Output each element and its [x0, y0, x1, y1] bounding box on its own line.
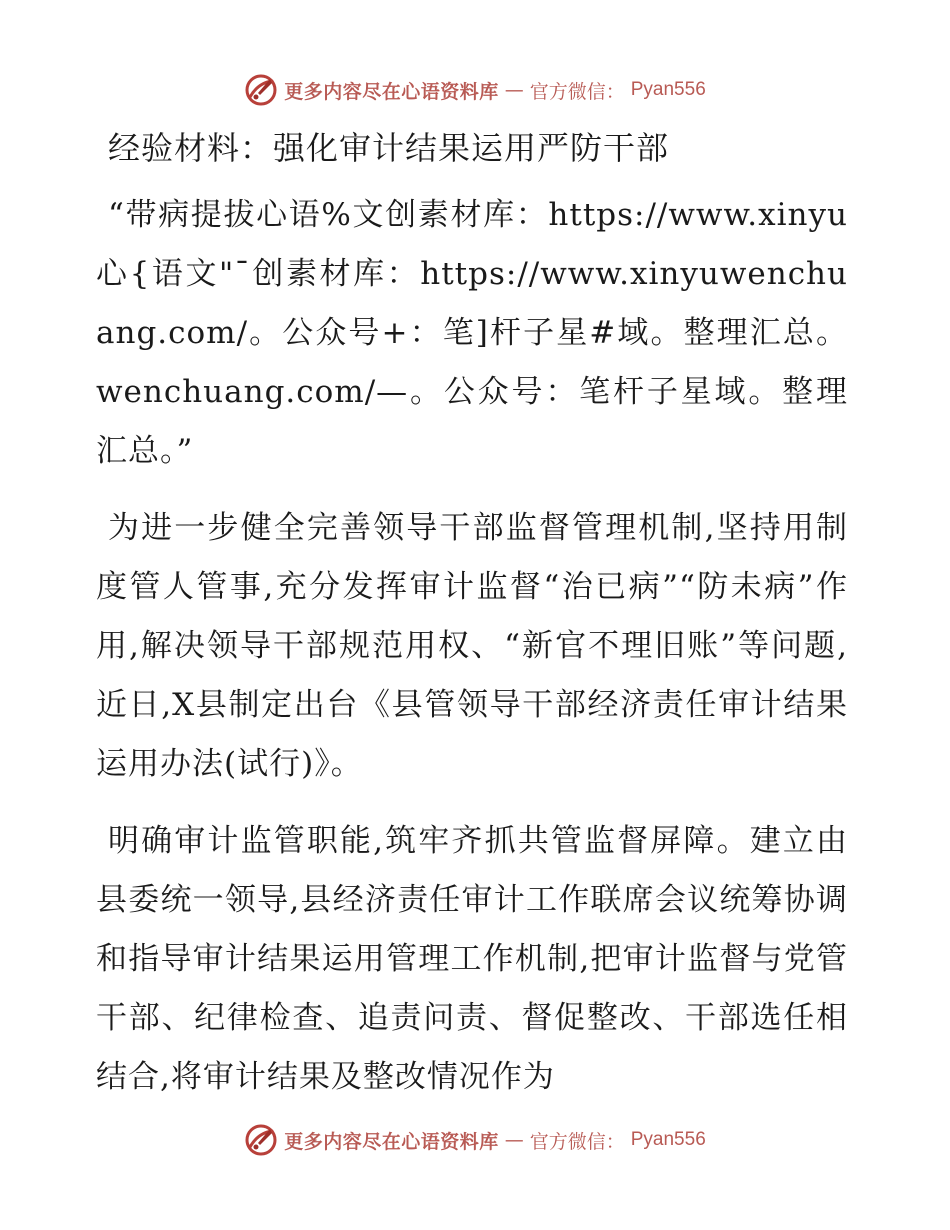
banner-inner — [244, 1123, 706, 1157]
header-watermark-banner — [0, 70, 950, 110]
banner-contact-id: Pyan556 — [630, 79, 706, 100]
paragraph-3: 明确审计监管职能,筑牢齐抓共管监督屏障。建立由县委统一领导,县经济责任审计工作联席会议统筹协调和指导审计结果运用管理工作机制,把审计监督与党管干部、纪律检查、追责问责、督促整改、干部选任相结合,将审计结果及整改情况作为 — [96, 823, 848, 1095]
banner-contact-label: 官方微信： — [529, 1130, 625, 1153]
footer-watermark-banner — [0, 1120, 950, 1160]
xinyu-logo-icon — [244, 73, 278, 107]
banner-slogan: 更多内容尽在心语资料库 — [284, 1130, 499, 1153]
banner-inner — [244, 73, 706, 107]
xinyu-logo-icon — [244, 1123, 278, 1157]
banner-dash: — — [504, 1129, 524, 1151]
paragraph-1: “带病提拔心语%文创素材库：https://www.xinyu心{语文"¯创素材库：https://www.xinyuwenchuang.com/。公众号+：笔]杆子星#域。整理汇总。wenchuang.com/—。公众号：笔杆子星域。整理汇总。” — [96, 197, 848, 469]
banner-slogan: 更多内容尽在心语资料库 — [284, 80, 499, 103]
banner-contact-id: Pyan556 — [630, 1129, 706, 1150]
banner-contact-label: 官方微信： — [529, 80, 625, 103]
banner-dash: — — [504, 79, 524, 101]
document-title: 经验材料：强化审计结果运用严防干部 — [108, 129, 670, 167]
document-body — [96, 120, 848, 1125]
paragraph-2: 为进一步健全完善领导干部监督管理机制,坚持用制度管人管事,充分发挥审计监督“治已病”“防未病”作用,解决领导干部规范用权、“新官不理旧账”等问题,近日,X县制定出台《县管领导干部经济责任审计结果运用办法(试行)》。 — [96, 510, 848, 782]
